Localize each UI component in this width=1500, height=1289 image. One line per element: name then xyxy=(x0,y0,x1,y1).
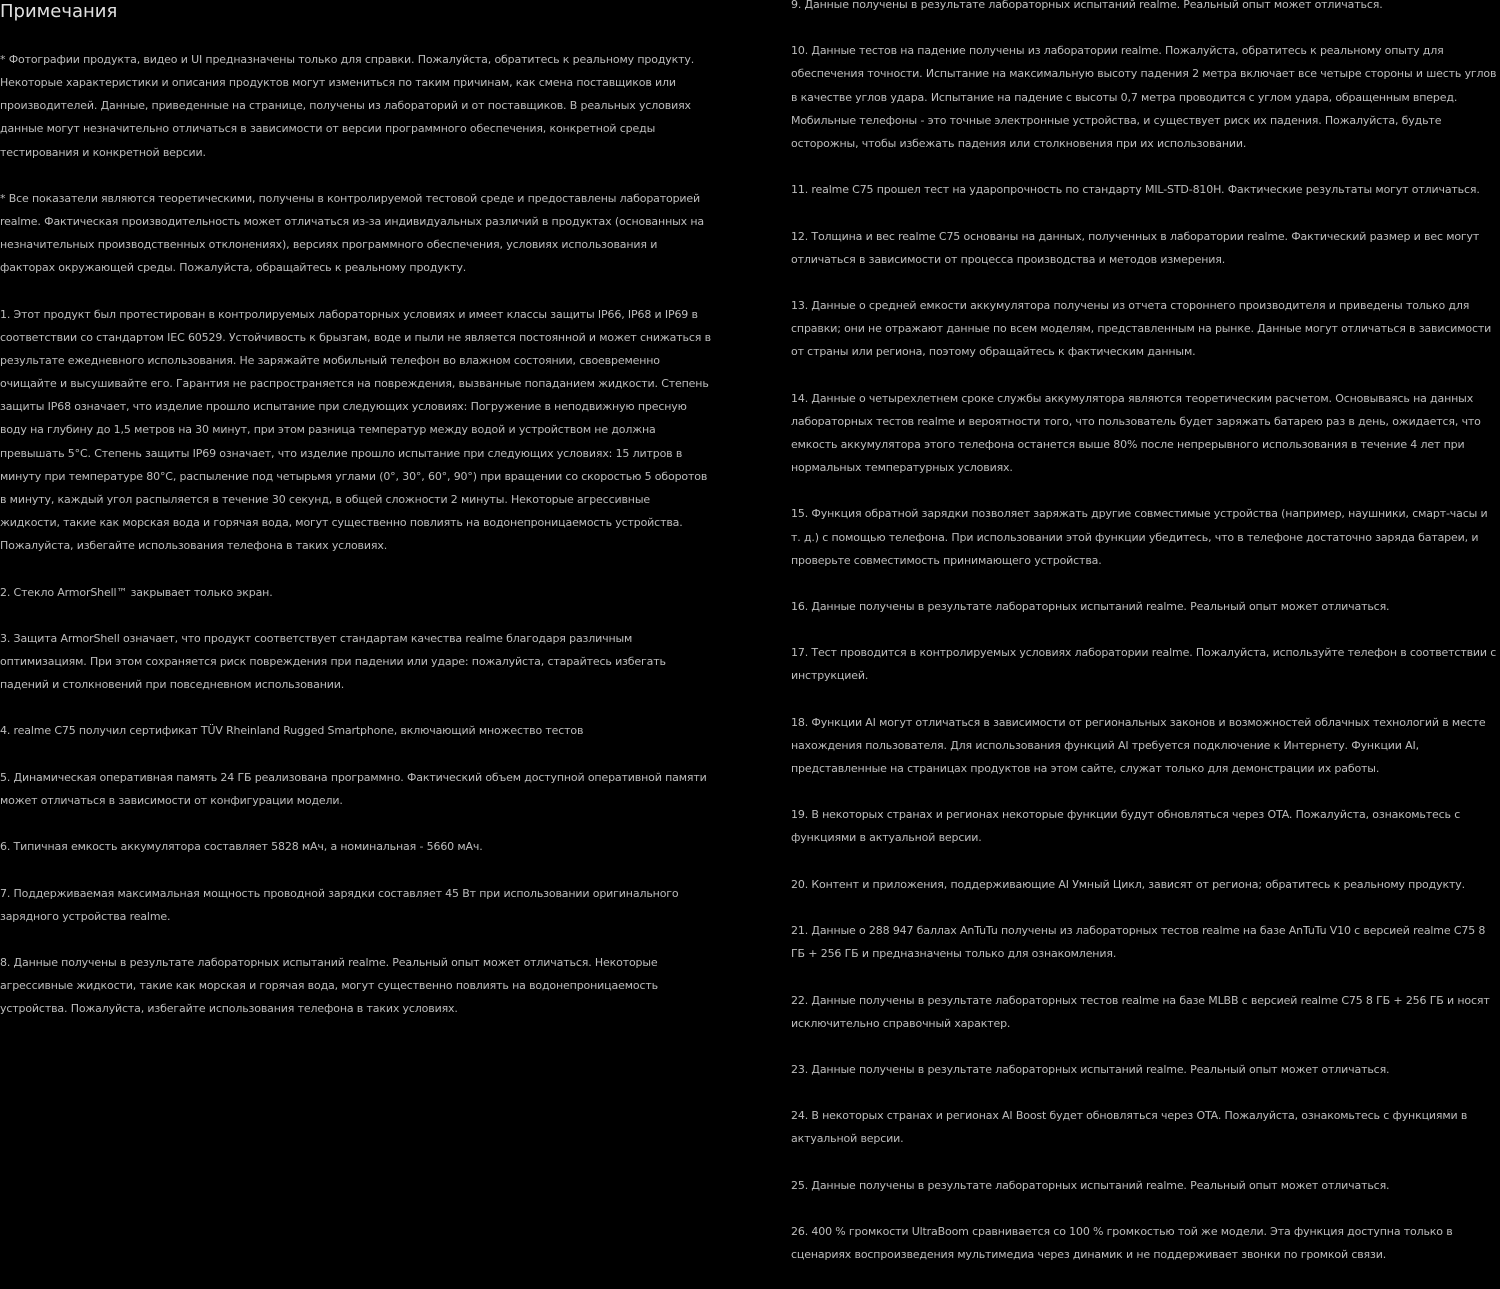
note-19: 19. В некоторых странах и регионах некоторые функции будут обновляться через OTA. Пожалуйста, ознакомьтесь с функциями в актуальной версии. xyxy=(791,808,1461,845)
note-disclaimer-photos: * Фотографии продукта, видео и UI предназначены только для справки. Пожалуйста, обратитесь к реальному продукту. Некоторые характеристики и описания продуктов могут измениться по таким причинам, как смена поставщиков или производителей. Данные, приведенные на странице, получены из лабораторий и от поставщиков. В реальных условиях данные могут незначительно отличаться в зависимости от версии программного обеспечения, конкретной среды тестирования и конкретной версии. xyxy=(0,53,695,159)
note-2: 2. Стекло ArmorShell™ закрывает только экран. xyxy=(0,585,273,599)
note-21: 21. Данные о 288 947 баллах AnTuTu получены из лабораторных тестов realme на базе AnTuTu V10 с версией realme C75 8 ГБ + 256 ГБ и предназначены только для ознакомления. xyxy=(791,924,1486,961)
note-25: 25. Данные получены в результате лабораторных испытаний realme. Реальный опыт может отличаться. xyxy=(791,1178,1390,1192)
note-17: 17. Тест проводится в контролируемых условиях лаборатории realme. Пожалуйста, используйте телефон в соответствии с инструкцией. xyxy=(791,646,1497,683)
note-5: 5. Динамическая оперативная память 24 ГБ реализована программно. Фактический объем доступной оперативной памяти может отличаться в зависимости от конфигурации модели. xyxy=(0,770,707,807)
note-8: 8. Данные получены в результате лабораторных испытаний realme. Реальный опыт может отличаться. Некоторые агрессивные жидкости, такие как морская и горячая вода, могут существенно повлиять на водонепроницаемость устройства. Пожалуйста, избегайте использования телефона в таких условиях. xyxy=(0,955,658,1016)
note-13: 13. Данные о средней емкости аккумулятора получены из отчета стороннего производителя и приведены только для справки; они не отражают данные по всем моделям, представленным на рынке. Данные могут отличаться в зависимости от страны или региона, поэтому обращайтесь к фактическим данным. xyxy=(791,298,1492,359)
note-20: 20. Контент и приложения, поддерживающие AI Умный Цикл, зависят от региона; обратитесь к реальному продукту. xyxy=(791,877,1465,891)
note-26: 26. 400 % громкости UltraBoom сравнивается со 100 % громкостью той же модели. Эта функция доступна только в сценариях воспроизведения мультимедиа через динамик и не поддерживает звонки по громкой связи. xyxy=(791,1225,1453,1262)
note-3: 3. Защита ArmorShell означает, что продукт соответствует стандартам качества realme благодаря различным оптимизациям. При этом сохраняется риск повреждения при падении или ударе: пожалуйста, старайтесь избегать падений и столкновений при повседневном использовании. xyxy=(0,631,666,692)
note-14: 14. Данные о четырехлетнем сроке службы аккумулятора являются теоретическим расчетом. Основываясь на данных лабораторных тестов realme и вероятности того, что пользователь будет заряжать батарею раз в день, ожидается, что емкость аккумулятора этого телефона останется выше 80% после непрерывного использования в течение 4 лет при нормальных температурных условиях. xyxy=(791,391,1481,475)
note-16: 16. Данные получены в результате лабораторных испытаний realme. Реальный опыт может отличаться. xyxy=(791,599,1390,613)
notes-left-column xyxy=(0,48,712,1044)
note-4: 4. realme C75 получил сертификат TÜV Rheinland Rugged Smartphone, включающий множество тестов xyxy=(0,724,584,738)
page-title: Примечания xyxy=(0,1,118,22)
note-6: 6. Типичная емкость аккумулятора составляет 5828 мАч, а номинальная - 5660 мАч. xyxy=(0,840,483,854)
note-22: 22. Данные получены в результате лабораторных тестов realme на базе MLBB с версией realme C75 8 ГБ + 256 ГБ и носят исключительно справочный характер. xyxy=(791,993,1490,1030)
note-24: 24. В некоторых странах и регионах AI Boost будет обновляться через OTA. Пожалуйста, ознакомьтесь с функциями в актуальной версии. xyxy=(791,1109,1468,1146)
note-15: 15. Функция обратной зарядки позволяет заряжать другие совместимые устройства (например, наушники, смарт-часы и т. д.) с помощью телефона. При использовании этой функции убедитесь, что в телефоне достаточно заряда батареи, и проверьте совместимость принимающего устройства. xyxy=(791,507,1488,567)
note-11: 11. realme C75 прошел тест на ударопрочность по стандарту MIL-STD-810H. Фактические результаты могут отличаться. xyxy=(791,183,1480,197)
note-disclaimer-metrics: * Все показатели являются теоретическими, получены в контролируемой тестовой среде и предоставлены лабораторией realme. Фактическая производительность может отличаться из-за индивидуальных различий в продуктах (основанных на незначительных производственных отклонениях), версиях программного обеспечения, условиях использования и факторах окружающей среды. Пожалуйста, обращайтесь к реальному продукту. xyxy=(0,191,704,275)
note-10: 10. Данные тестов на падение получены из лаборатории realme. Пожалуйста, обратитесь к реальному опыту для обеспечения точности. Испытание на максимальную высоту падения 2 метра включает все четыре стороны и шесть углов в качестве углов удара. Испытание на падение с высоты 0,7 метра проводится с углом удара, обращенным вперед. Мобильные телефоны - это точные электронные устройства, и существует риск их падения. Пожалуйста, будьте осторожны, чтобы избежать падения или столкновения при их использовании. xyxy=(791,44,1497,150)
note-23: 23. Данные получены в результате лабораторных испытаний realme. Реальный опыт может отличаться. xyxy=(791,1062,1390,1076)
note-12: 12. Толщина и вес realme C75 основаны на данных, полученных в лаборатории realme. Фактический размер и вес могут отличаться в зависимости от процесса производства и методов измерения. xyxy=(791,229,1480,266)
note-9: 9. Данные получены в результате лабораторных испытаний realme. Реальный опыт может отличаться. xyxy=(791,0,1383,11)
note-7: 7. Поддерживаемая максимальная мощность проводной зарядки составляет 45 Вт при использовании оригинального зарядного устройства realme. xyxy=(0,886,679,923)
note-1: 1. Этот продукт был протестирован в контролируемых лабораторных условиях и имеет классы защиты IP66, IP68 и IP69 в соответствии со стандартом IEC 60529. Устойчивость к брызгам, воде и пыли не является постоянной и может снижаться в результате ежедневного использования. Не заряжайте мобильный телефон во влажном состоянии, своевременно очищайте и высушивайте его. Гарантия не распространяется на повреждения, вызванные попаданием жидкости. Степень защиты IP68 означает, что изделие прошло испытание при следующих условиях: Погружение в неподвижную пресную воду на глубину до 1,5 метров на 30 минут, при этом разница температур между водой и устройством не должна превышать 5°C. Степень защиты IP69 означает, что изделие прошло испытание при следующих условиях: 15 литров в минуту при температуре 80°C, распыление под четырьмя углами (0°, 30°, 60°, 90°) при вращении со скоростью 5 оборотов в минуту, каждый угол распыляется в течение 30 секунд, в общей сложности 2 минуты. Некоторые агрессивные жидкости, такие как морская вода и горячая вода, могут существенно повлиять на водонепроницаемость устройства. Пожалуйста, избегайте использования телефона в таких условиях. xyxy=(0,307,711,553)
notes-right-column xyxy=(791,0,1499,1289)
note-18: 18. Функции AI могут отличаться в зависимости от региональных законов и возможностей облачных технологий в месте нахождения пользователя. Для использования функций AI требуется подключение к Интернету. Функции AI, представленные на страницах продуктов на этом сайте, служат только для демонстрации их работы. xyxy=(791,715,1486,776)
